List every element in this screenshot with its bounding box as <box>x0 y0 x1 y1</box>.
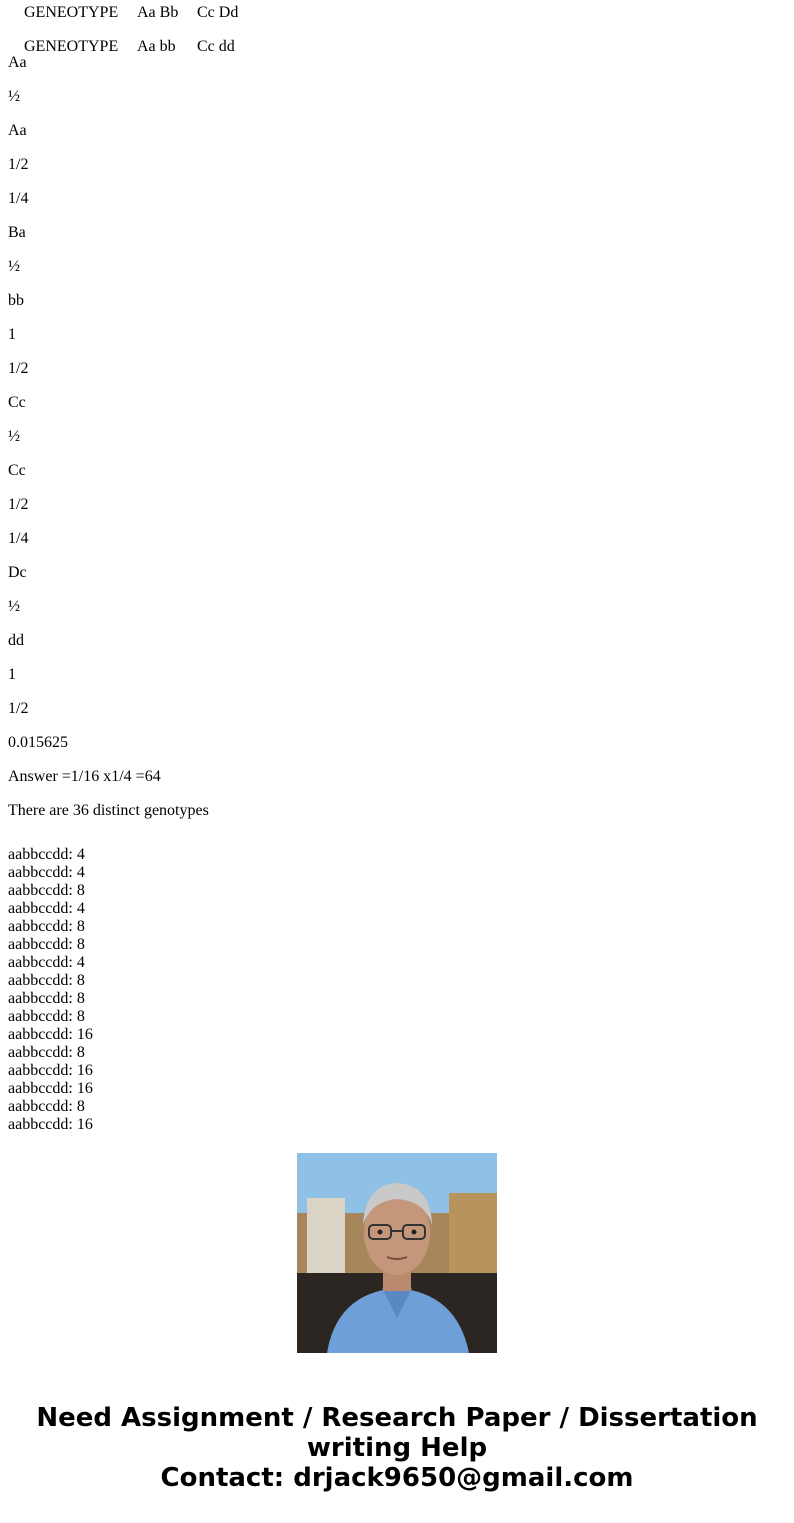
genotype-pair-2: Cc dd <box>197 38 235 55</box>
genotype-row-1 <box>8 0 768 21</box>
text-line: ½ <box>8 88 20 105</box>
text-line: There are 36 distinct genotypes <box>8 802 209 819</box>
list-item: aabbccdd: 16 <box>8 1026 93 1043</box>
text-line: 0.015625 <box>8 734 68 751</box>
genotype-label: GENEOTYPE <box>24 4 119 21</box>
calculation-lines <box>8 54 768 820</box>
genotype-pair-1: Aa bb <box>137 38 176 55</box>
list-item: aabbccdd: 4 <box>8 900 85 917</box>
text-line: Aa <box>8 122 27 139</box>
list-item: aabbccdd: 8 <box>8 1098 85 1115</box>
text-line: ½ <box>8 428 20 445</box>
genotype-pair-1: Aa Bb <box>137 4 179 21</box>
author-avatar <box>297 1153 497 1353</box>
text-line: 1 <box>8 666 16 683</box>
contact-footer <box>0 1403 794 1493</box>
list-item: aabbccdd: 8 <box>8 882 85 899</box>
text-line: 1/4 <box>8 190 29 207</box>
text-line: Answer =1/16 x1/4 =64 <box>8 768 161 785</box>
list-item: aabbccdd: 8 <box>8 972 85 989</box>
avatar-photo-icon <box>297 1153 497 1353</box>
text-line: dd <box>8 632 24 649</box>
text-line: bb <box>8 292 24 309</box>
list-item: aabbccdd: 8 <box>8 936 85 953</box>
text-line: Dc <box>8 564 27 581</box>
genotype-label: GENEOTYPE <box>24 38 119 55</box>
footer-line-3: Contact: drjack9650@gmail.com <box>160 1463 634 1493</box>
list-item: aabbccdd: 4 <box>8 864 85 881</box>
text-line: Cc <box>8 462 26 479</box>
text-line: 1/2 <box>8 360 29 377</box>
text-line: 1/2 <box>8 156 29 173</box>
list-item: aabbccdd: 8 <box>8 1008 85 1025</box>
text-line: 1/2 <box>8 496 29 513</box>
text-line: 1 <box>8 326 16 343</box>
genotype-count-list <box>8 846 408 1133</box>
genotype-row-2 <box>8 20 768 55</box>
list-item: aabbccdd: 16 <box>8 1116 93 1133</box>
list-item: aabbccdd: 4 <box>8 954 85 971</box>
list-item: aabbccdd: 8 <box>8 1044 85 1061</box>
list-item: aabbccdd: 16 <box>8 1080 93 1097</box>
list-item: aabbccdd: 4 <box>8 846 85 863</box>
text-line: Ba <box>8 224 26 241</box>
list-item: aabbccdd: 8 <box>8 990 85 1007</box>
text-line: ½ <box>8 598 20 615</box>
footer-line-1: Need Assignment / Research Paper / Dissertation <box>36 1403 758 1433</box>
text-line: 1/4 <box>8 530 29 547</box>
list-item: aabbccdd: 8 <box>8 918 85 935</box>
genotype-pair-2: Cc Dd <box>197 4 239 21</box>
text-line: Aa <box>8 54 27 71</box>
text-line: Cc <box>8 394 26 411</box>
document-body <box>8 0 768 836</box>
text-line: 1/2 <box>8 700 29 717</box>
footer-line-2: writing Help <box>306 1433 488 1463</box>
list-item: aabbccdd: 16 <box>8 1062 93 1079</box>
text-line: ½ <box>8 258 20 275</box>
